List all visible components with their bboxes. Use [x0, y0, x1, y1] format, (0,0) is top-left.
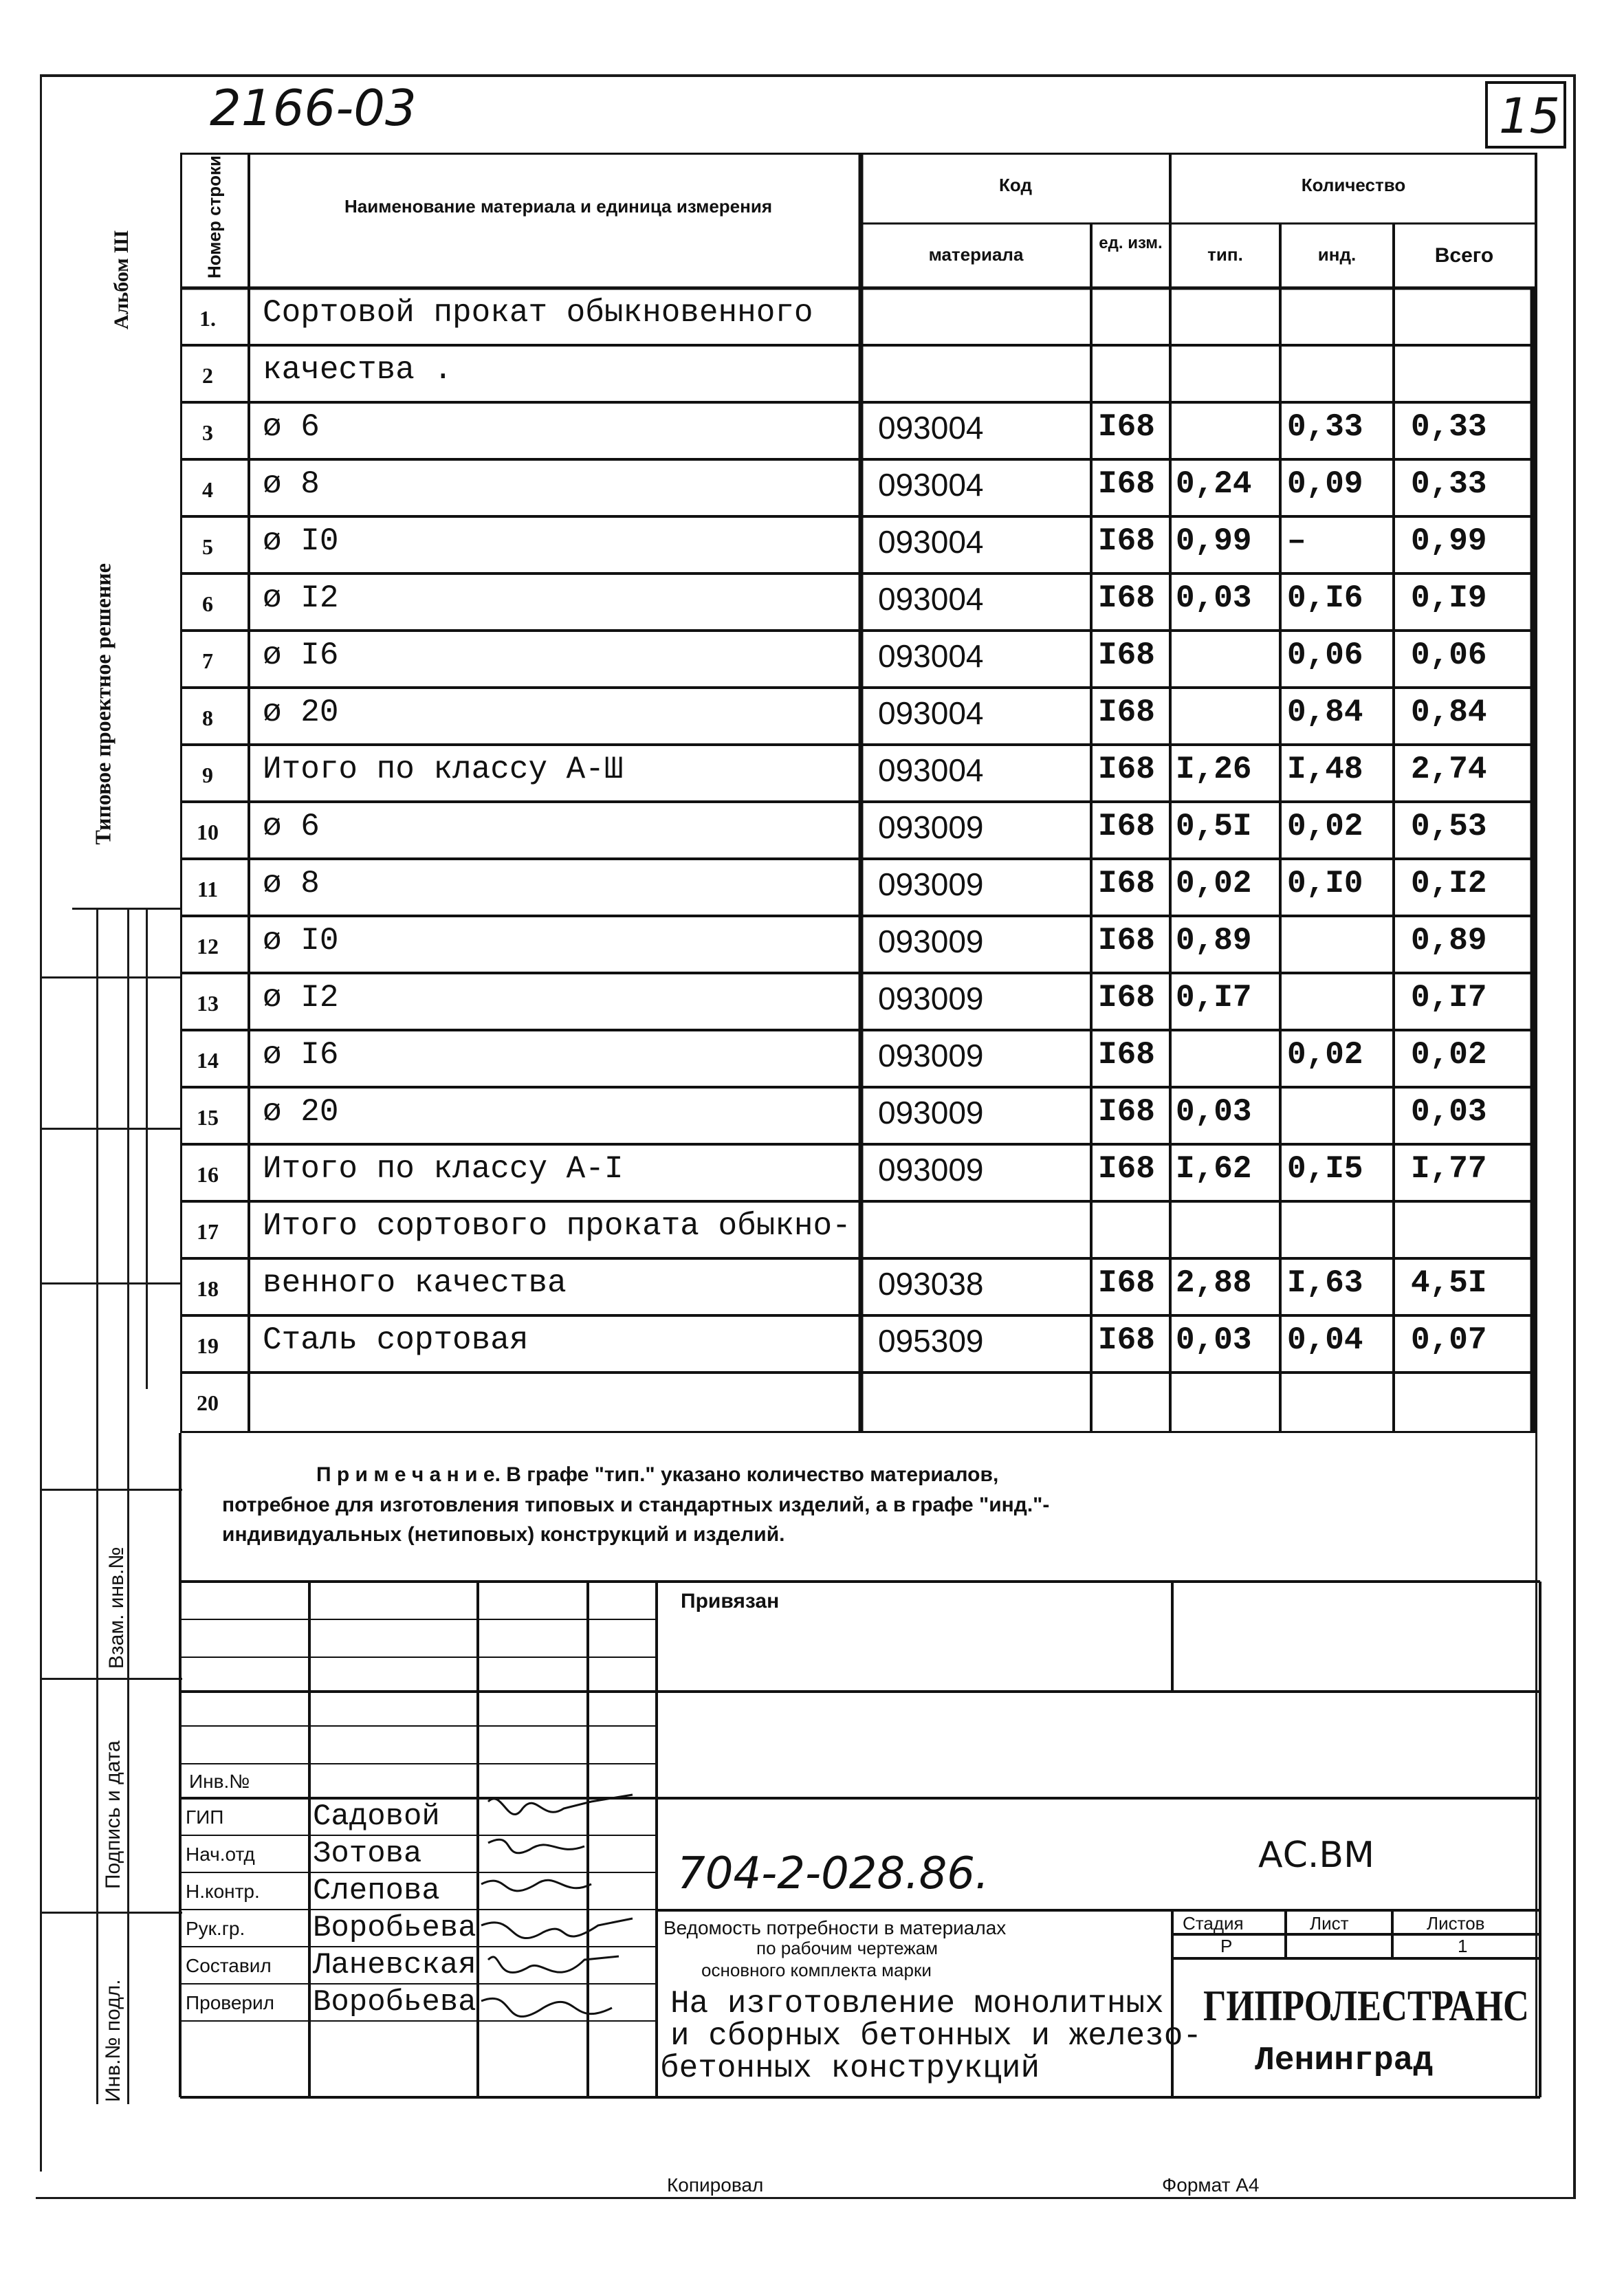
cell-code: 095309: [878, 1323, 984, 1359]
cell-total: 0,99: [1411, 523, 1487, 559]
frame-bottom: [36, 2197, 1576, 2199]
header-code-material: материала: [928, 244, 1024, 265]
cell-typ: 0,89: [1176, 923, 1252, 959]
stage-value: Р: [1220, 1936, 1233, 1956]
signatory-role: Проверил: [186, 1992, 274, 2013]
cell-code: 093038: [878, 1266, 984, 1302]
cell-ind: 0,06: [1287, 637, 1363, 673]
cell-unit: I68: [1098, 1265, 1155, 1301]
handwritten-sheet-number: 2166-03: [210, 79, 417, 137]
cell-code: 093009: [878, 1038, 984, 1073]
cell-total: 0,I7: [1411, 980, 1487, 1016]
subtitle-line-2: и сборных бетонных и железо-: [670, 2018, 1202, 2054]
organization-name: ГИПРОЛЕСТРАНС: [1203, 1981, 1529, 2030]
cell-n: 6: [202, 591, 213, 616]
cell-unit: I68: [1098, 980, 1155, 1016]
stage-label: Стадия: [1183, 1913, 1244, 1934]
signatory-role: ГИП: [186, 1806, 224, 1828]
sheets-label: Листов: [1427, 1913, 1485, 1934]
cell-total: I,77: [1411, 1151, 1487, 1187]
cell-ind: I,63: [1287, 1265, 1363, 1301]
table-row: [180, 459, 1537, 516]
cell-total: 0,07: [1411, 1322, 1487, 1358]
table-row: [180, 402, 1537, 459]
cell-typ: 0,5I: [1176, 809, 1252, 844]
cell-code: 093009: [878, 981, 984, 1016]
cell-n: 14: [197, 1048, 219, 1073]
cell-n: 3: [202, 420, 213, 445]
table-row: [180, 345, 1537, 402]
cell-total: 4,5I: [1411, 1265, 1487, 1301]
cell-total: 0,02: [1411, 1037, 1487, 1073]
cell-ind: 0,04: [1287, 1322, 1363, 1358]
cell-n: 19: [197, 1333, 219, 1358]
cell-n: 11: [197, 877, 219, 901]
inv-orig-label: Инв.№ подл.: [102, 1979, 124, 2102]
cell-unit: I68: [1098, 866, 1155, 901]
cell-ind: –: [1287, 523, 1306, 559]
frame-top: [41, 74, 1574, 77]
cell-code: 093009: [878, 923, 984, 959]
cell-total: 0,06: [1411, 637, 1487, 673]
cell-name: качества .: [263, 352, 453, 388]
cell-name: венного качества: [263, 1265, 567, 1301]
note-line-2: потребное для изготовления типовых и стандартных изделий, а в графе "инд."-: [222, 1494, 1050, 1516]
table-row: [180, 1373, 1537, 1430]
table-row: [180, 288, 1537, 345]
title-line-2: по рабочим чертежам: [756, 1938, 939, 1958]
cell-unit: I68: [1098, 409, 1155, 445]
cell-name: ø 20: [263, 1094, 339, 1130]
cell-name: Итого сортового проката обыкно-: [263, 1208, 851, 1244]
table-row: [180, 516, 1537, 573]
cell-code: 093009: [878, 809, 984, 845]
header-code: Код: [999, 175, 1032, 195]
cell-code: 093004: [878, 638, 984, 674]
header-code-unit: ед. изм.: [1099, 234, 1163, 252]
city-name: Ленинград: [1255, 2042, 1434, 2079]
signatory-role: Рук.гр.: [186, 1918, 245, 1939]
cell-ind: 0,02: [1287, 1037, 1363, 1073]
cell-code: 093009: [878, 1152, 984, 1188]
cell-name: ø I6: [263, 637, 339, 673]
table-row: [180, 688, 1537, 745]
cell-name: ø 6: [263, 809, 320, 844]
cell-typ: I,26: [1176, 752, 1252, 787]
inv-no-label: Инв.№: [189, 1771, 250, 1792]
cell-ind: 0,I6: [1287, 580, 1363, 616]
signatory-role: Н.контр.: [186, 1881, 260, 1902]
cell-n: 1.: [199, 306, 216, 331]
sheet-label: Лист: [1310, 1913, 1349, 1934]
format-label: Формат А4: [1162, 2174, 1260, 2196]
signatory-name: Воробьева: [313, 1911, 476, 1945]
cell-name: Сталь сортовая: [263, 1322, 529, 1358]
table-row: [180, 573, 1537, 631]
signatory-name: Зотова: [313, 1837, 422, 1871]
sheets-value: 1: [1458, 1936, 1468, 1956]
signatory-name: Воробьева: [313, 1985, 476, 2020]
cell-n: 18: [197, 1276, 219, 1301]
mark-code: АС.ВМ: [1258, 1835, 1374, 1876]
signatures-image: [474, 1788, 653, 2077]
cell-typ: 0,99: [1176, 523, 1252, 559]
cell-code: 093004: [878, 524, 984, 560]
cell-code: 093004: [878, 695, 984, 731]
table-row: [180, 1030, 1537, 1087]
cell-name: ø 8: [263, 866, 320, 901]
cell-ind: 0,I5: [1287, 1151, 1363, 1187]
table-row: [180, 859, 1537, 916]
cell-ind: 0,33: [1287, 409, 1363, 445]
table-row: [180, 973, 1537, 1030]
header-row-number: Номер строки: [204, 155, 225, 279]
cell-unit: I68: [1098, 580, 1155, 616]
cell-n: 15: [197, 1105, 219, 1130]
cell-n: 7: [202, 648, 213, 673]
margin-row-line-7: [40, 1912, 182, 1914]
cell-n: 20: [197, 1390, 219, 1415]
cell-code: 093009: [878, 866, 984, 902]
attached-label: Привязан: [681, 1590, 780, 1612]
margin-row-line-3: [40, 1128, 182, 1130]
cell-total: 0,33: [1411, 409, 1487, 445]
cell-typ: 0,03: [1176, 1094, 1252, 1130]
header-qty-ind: инд.: [1317, 244, 1357, 265]
cell-name: ø I6: [263, 1037, 339, 1073]
margin-col-line-1: [96, 908, 98, 2104]
cell-typ: 0,03: [1176, 1322, 1252, 1358]
cell-typ: 0,I7: [1176, 980, 1252, 1016]
cell-typ: 0,24: [1176, 466, 1252, 502]
cell-name: ø 6: [263, 409, 320, 445]
cell-code: 093009: [878, 1095, 984, 1130]
cell-total: 0,89: [1411, 923, 1487, 959]
header-name: Наименование материала и единица измерения: [344, 196, 773, 217]
replace-inv-label: Взам. инв.№: [105, 1546, 128, 1669]
table-row: [180, 631, 1537, 688]
cell-n: 17: [197, 1219, 219, 1244]
header-qty-total: Всего: [1434, 244, 1494, 267]
cell-name: ø I2: [263, 980, 339, 1016]
type-solution-label: Типовое проектное решение: [90, 563, 116, 845]
header-qty-typ: тип.: [1207, 244, 1243, 265]
signatory-role: Нач.отд: [186, 1844, 255, 1865]
table-row: [180, 1258, 1537, 1315]
margin-row-line-6: [40, 1678, 182, 1680]
album-label: Альбом Ш: [110, 230, 133, 330]
margin-col-line-3: [146, 908, 148, 1389]
copied-label: Копировал: [667, 2174, 764, 2196]
cell-unit: I68: [1098, 1322, 1155, 1358]
table-row: [180, 1315, 1537, 1373]
cell-ind: 0,84: [1287, 695, 1363, 730]
cell-typ: 0,03: [1176, 580, 1252, 616]
cell-ind: I,48: [1287, 752, 1363, 787]
cell-unit: I68: [1098, 923, 1155, 959]
materials-table: [180, 153, 1537, 1433]
cell-total: 0,53: [1411, 809, 1487, 844]
cell-n: 9: [202, 763, 213, 787]
cell-typ: I,62: [1176, 1151, 1252, 1187]
cell-typ: 0,02: [1176, 866, 1252, 901]
cell-name: Итого по классу А-Ш: [263, 752, 624, 787]
cell-name: ø I2: [263, 580, 339, 616]
cell-unit: I68: [1098, 809, 1155, 844]
cell-name: Итого по классу А-I: [263, 1151, 624, 1187]
cell-n: 2: [202, 363, 213, 388]
note-line-1: П р и м е ч а н и е. В графе "тип." указано количество материалов,: [316, 1463, 999, 1486]
cell-n: 10: [197, 820, 219, 844]
cell-total: 2,74: [1411, 752, 1487, 787]
subtitle-line-1: На изготовление монолитных: [670, 1986, 1164, 2022]
cell-unit: I68: [1098, 695, 1155, 730]
cell-unit: I68: [1098, 466, 1155, 502]
table-row: [180, 802, 1537, 859]
table-row: [180, 916, 1537, 973]
cell-n: 13: [197, 991, 219, 1016]
margin-row-line-1: [72, 908, 182, 910]
cell-n: 5: [202, 534, 213, 559]
document-code: 704-2-028.86.: [677, 1848, 989, 1899]
cell-n: 12: [197, 934, 219, 959]
cell-n: 16: [197, 1162, 219, 1187]
cell-ind: 0,09: [1287, 466, 1363, 502]
table-row: [180, 1087, 1537, 1144]
cell-unit: I68: [1098, 1094, 1155, 1130]
signatory-name: Ланевская: [313, 1948, 476, 1982]
cell-code: 093004: [878, 410, 984, 446]
table-row: [180, 1201, 1537, 1258]
title-line-1: Ведомость потребности в материалах: [663, 1917, 1007, 1938]
cell-unit: I68: [1098, 637, 1155, 673]
sign-date-label: Подпись и дата: [102, 1740, 124, 1889]
cell-name: ø I0: [263, 523, 339, 559]
cell-n: 8: [202, 706, 213, 730]
title-line-3: основного комплекта марки: [701, 1960, 932, 1980]
cell-n: 4: [202, 477, 213, 502]
cell-total: 0,03: [1411, 1094, 1487, 1130]
header-quantity: Количество: [1301, 175, 1406, 195]
note-line-3: индивидуальных (нетиповых) конструкций и изделий.: [222, 1523, 785, 1546]
cell-total: 0,33: [1411, 466, 1487, 502]
cell-ind: 0,I0: [1287, 866, 1363, 901]
margin-row-line-4: [40, 1282, 182, 1284]
signatory-name: Слепова: [313, 1874, 440, 1908]
cell-name: ø 8: [263, 466, 320, 502]
page-number: 15: [1499, 88, 1561, 144]
cell-unit: I68: [1098, 1151, 1155, 1187]
subtitle-line-3: бетонных конструкций: [660, 2051, 1040, 2086]
cell-code: 093004: [878, 467, 984, 503]
cell-name: ø I0: [263, 923, 339, 959]
signatory-name: Садовой: [313, 1800, 440, 1834]
cell-unit: I68: [1098, 1037, 1155, 1073]
cell-typ: 2,88: [1176, 1265, 1252, 1301]
cell-total: 0,I9: [1411, 580, 1487, 616]
cell-unit: I68: [1098, 752, 1155, 787]
signatory-role: Составил: [186, 1955, 272, 1976]
frame-left: [40, 74, 42, 2172]
cell-code: 093004: [878, 752, 984, 788]
cell-total: 0,84: [1411, 695, 1487, 730]
cell-code: 093004: [878, 581, 984, 617]
cell-ind: 0,02: [1287, 809, 1363, 844]
cell-name: Сортовой прокат обыкновенного: [263, 295, 813, 331]
cell-name: ø 20: [263, 695, 339, 730]
frame-right: [1573, 74, 1576, 2199]
margin-row-line-2: [40, 976, 182, 979]
table-row: [180, 745, 1537, 802]
cell-unit: I68: [1098, 523, 1155, 559]
table-row: [180, 1144, 1537, 1201]
cell-total: 0,I2: [1411, 866, 1487, 901]
